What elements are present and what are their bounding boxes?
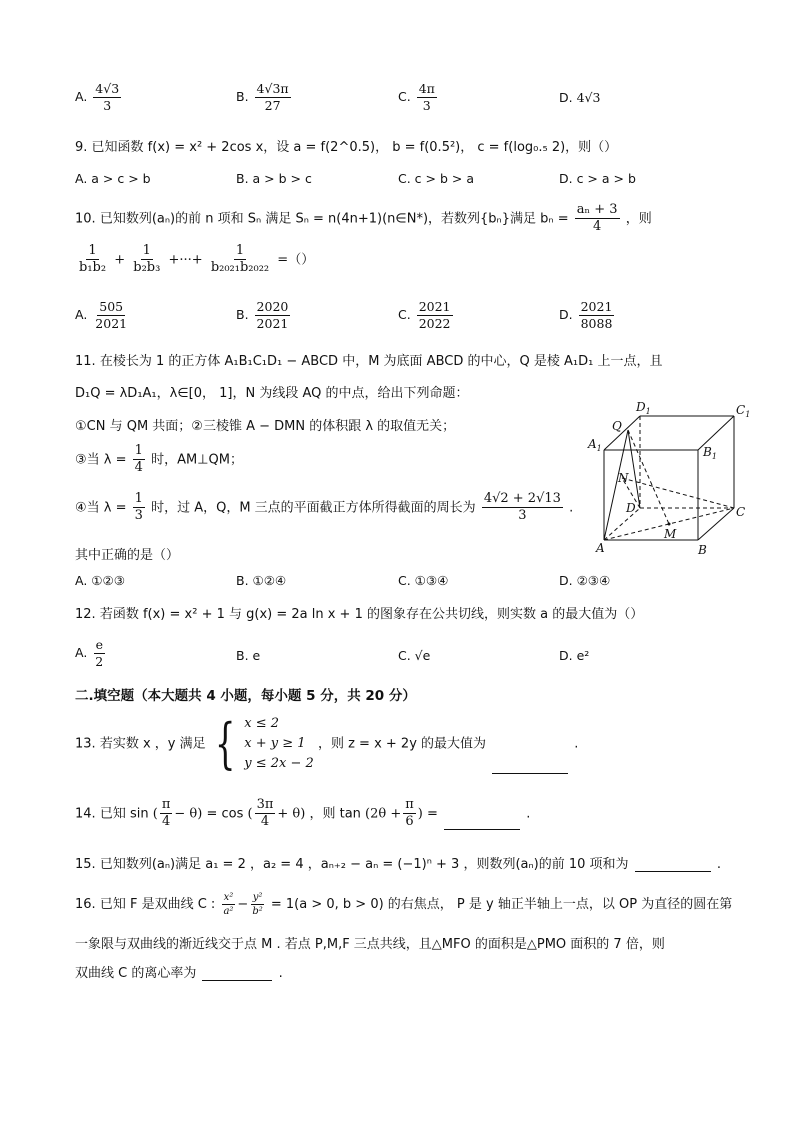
- option-label: B.: [236, 88, 249, 104]
- plus-sign: +: [114, 252, 126, 268]
- period: .: [569, 500, 574, 516]
- frac-den: 4: [260, 814, 270, 830]
- point-m: [668, 523, 671, 526]
- question-text: ，则 tan: [309, 806, 361, 822]
- segment-cn: [622, 478, 734, 508]
- question-text: 若函数 f(x) = x² + 1 与 g(x) = 2a ln x + 1 的图象存在公共切线，则实数 a 的最大值为（）: [99, 607, 644, 622]
- period: .: [526, 806, 531, 822]
- frac-den: 3: [518, 508, 527, 524]
- q16-line3: [75, 962, 283, 981]
- q11-text: 时，过 A，Q，M 三点的平面截正方体所得截面的周长为: [151, 500, 476, 516]
- question-number: 9.: [75, 140, 88, 155]
- option-value: 4√3: [576, 90, 601, 105]
- q9-option-a: A. a > c > b: [75, 171, 151, 186]
- section-heading: 二.填空题（本大题共 4 小题，每小题 5 分，共 20 分）: [75, 688, 416, 704]
- segment-qd: [628, 430, 640, 508]
- q9-option-b: B. a > b > c: [236, 171, 312, 186]
- answer-blank[interactable]: [635, 871, 711, 872]
- q11-option-b: B. ①②④: [236, 573, 287, 588]
- ellipsis: +···+: [168, 252, 203, 268]
- q10-option-a: A. $\frac{505}{2021}$: [75, 299, 128, 331]
- question-text: 已知函数 f(x) = x² + 2cos x，设 a = f(2^0.5)， b = f(0.5²)， c = f(log₀.₅ 2)，则（）: [91, 140, 618, 155]
- label-d1: $D_1$: [636, 400, 651, 416]
- frac-den: 4: [134, 460, 143, 476]
- frac-num: 2021: [580, 299, 613, 314]
- question-number: 16.: [75, 897, 96, 912]
- period: .: [716, 857, 721, 872]
- label-m: M: [664, 527, 677, 541]
- question-number: 13.: [75, 736, 96, 752]
- q11-option-c: C. ①③④: [398, 573, 449, 588]
- frac-den: 2: [95, 653, 104, 669]
- label-c: C: [736, 505, 746, 519]
- question-number: 14.: [75, 806, 96, 822]
- frac-num: aₙ + 3: [575, 203, 620, 219]
- q12-option-a: [75, 638, 107, 669]
- frac-den: 27: [264, 97, 281, 113]
- q16-line1: [75, 892, 732, 917]
- q12-option-b: B. e: [236, 648, 261, 663]
- q13-stem: [75, 714, 578, 774]
- frac-num: e: [95, 637, 103, 652]
- frac-den: 3: [422, 97, 431, 113]
- q12-option-d: D. e²: [559, 648, 590, 663]
- q11-option-a: A. ①②③: [75, 573, 125, 588]
- frac-num: 1: [133, 444, 145, 460]
- equals-paren: =（）: [277, 252, 315, 268]
- q11-line5: [75, 492, 573, 524]
- frac-den: b²: [252, 906, 263, 917]
- label-d: D: [626, 501, 636, 515]
- q8-option-d: [559, 90, 600, 105]
- label-b: B: [698, 543, 707, 557]
- q11-option-d: D. ②③④: [559, 573, 611, 588]
- brace-symbol: {: [214, 712, 236, 775]
- expr-pre: 2θ +: [370, 806, 402, 822]
- frac-den: b₁b₂: [79, 260, 107, 276]
- frac-num: 1: [141, 244, 153, 260]
- q11-line1: [75, 350, 662, 369]
- q11-line6: 其中正确的是（）: [75, 548, 180, 563]
- q11-text: 时，AM⊥QM；: [151, 452, 243, 468]
- period: .: [278, 966, 283, 981]
- label-b1: $B_1$: [703, 445, 717, 461]
- question-text: 已知数列(aₙ)满足 a₁ = 2 ，a₂ = 4 ，aₙ₊₂ − aₙ = (−1)ⁿ + 3 ，则数列(aₙ)的前 10 项和为: [99, 857, 629, 872]
- frac-num: 1: [86, 244, 98, 260]
- frac-den: a²: [223, 906, 234, 917]
- question-text: 在棱长为 1 的正方体 A₁B₁C₁D₁ − ABCD 中，M 为底面 ABCD 的中心，Q 是棱 A₁D₁ 上一点，且: [99, 354, 663, 369]
- q8-option-b: [236, 82, 293, 113]
- period: .: [574, 736, 579, 752]
- q15-stem: [75, 853, 721, 872]
- q8-option-a: [75, 82, 123, 113]
- frac-num: π: [403, 798, 416, 814]
- q11-text: ③当 λ =: [75, 452, 127, 468]
- frac-den: 3: [103, 97, 112, 113]
- q14-stem: 14. 已知 sin ( $\frac{\pi}{4}$ − θ) = cos ( $\frac{3\pi}{4}$ + θ) ，则 tan (2θ + $\frac{\pi}{6}$ ) = .: [75, 797, 531, 830]
- q10-option-d: D. $\frac{2021}{8088}$: [559, 299, 613, 331]
- frac-num: y²: [252, 892, 263, 903]
- frac-num: 1: [234, 244, 246, 260]
- answer-blank[interactable]: [444, 829, 520, 830]
- q11-line2: D₁Q = λD₁A₁，λ∈[0， 1]，N 为线段 AQ 的中点，给出下列命题：: [75, 386, 469, 401]
- constraint: x ≤ 2: [244, 716, 280, 731]
- expr-rest: − θ: [174, 806, 198, 822]
- frac-den: b₂₀₂₁b₂₀₂₂: [210, 260, 270, 276]
- q11-text: ④当 λ =: [75, 500, 127, 516]
- q10-stem: [75, 203, 652, 235]
- frac-num: 2021: [418, 299, 451, 314]
- frac-num: 1: [133, 492, 145, 508]
- question-number: 12.: [75, 607, 96, 622]
- q9-stem: [75, 136, 617, 155]
- equals: =: [427, 806, 438, 822]
- q8-option-c: [398, 82, 439, 113]
- answer-blank[interactable]: [202, 980, 272, 981]
- expr-rest: + θ: [277, 806, 301, 822]
- cube-figure: [588, 400, 764, 560]
- frac-den: 3: [134, 508, 143, 524]
- label-a: A: [596, 541, 605, 555]
- frac-num: π: [160, 798, 173, 814]
- q12-option-c: C. √e: [398, 648, 431, 663]
- frac-den: 6: [405, 814, 414, 830]
- question-number: 10.: [75, 211, 96, 227]
- q10-option-b: B. $\frac{2020}{2021}$: [236, 299, 289, 331]
- frac-num: 4π: [418, 81, 435, 96]
- frac-num: x²: [223, 892, 234, 903]
- minus-sign: −: [237, 897, 249, 912]
- q11-line4: [75, 444, 243, 476]
- frac-num: 4√3π: [256, 81, 289, 96]
- option-label: A.: [75, 88, 88, 104]
- question-text: 已知 sin: [99, 806, 149, 822]
- frac-num: 2020: [256, 299, 289, 314]
- q12-stem: [75, 603, 643, 622]
- frac-den: 8088: [580, 315, 613, 331]
- constraint: x + y ≥ 1: [244, 736, 306, 751]
- question-number: 11.: [75, 354, 96, 369]
- frac-den: 2021: [256, 315, 289, 331]
- question-text: ，则 z = x + 2y 的最大值为: [317, 736, 487, 752]
- frac-den: 2022: [418, 315, 451, 331]
- question-number: 15.: [75, 857, 96, 872]
- q9-option-c: C. c > b > a: [398, 171, 474, 186]
- label-n: N: [618, 471, 629, 485]
- q16-line2: 一象限与双曲线的渐近线交于点 M . 若点 P,M,F 三点共线，且△MFO 的面积是△PMO 面积的 7 倍，则: [75, 937, 665, 952]
- label-c1: $C_1$: [736, 403, 751, 419]
- label-q: Q: [612, 419, 622, 433]
- q10-sum-expression: [75, 244, 314, 276]
- frac-num: 3π: [255, 798, 276, 814]
- question-text: = 1(a > 0, b > 0) 的右焦点， P 是 y 轴正半轴上一点，以 OP 为直径的圆在第: [270, 897, 733, 912]
- answer-blank[interactable]: [492, 773, 568, 774]
- question-text: = cos: [206, 806, 244, 822]
- option-label: C.: [398, 88, 411, 104]
- constraint: y ≤ 2x − 2: [244, 756, 314, 771]
- label-a1: $A_1$: [588, 437, 602, 453]
- question-text: 已知 F 是双曲线 C :: [99, 897, 216, 912]
- q11-line3: ①CN 与 QM 共面；②三棱锥 A − DMN 的体积跟 λ 的取值无关；: [75, 419, 456, 434]
- frac-num: 4√3: [95, 81, 120, 96]
- frac-num: 4√2 + 2√13: [482, 492, 563, 508]
- question-text: 已知数列(aₙ)的前 n 项和 Sₙ 满足 Sₙ = n(4n+1)(n∈N*)，若数列{bₙ}满足 bₙ =: [99, 211, 569, 227]
- option-label: A.: [75, 644, 88, 660]
- constraint-system: [244, 714, 314, 774]
- frac-den: 2021: [95, 315, 128, 331]
- frac-num: 505: [99, 299, 124, 314]
- q9-option-d: D. c > a > b: [559, 171, 636, 186]
- question-text-tail: ，则: [625, 211, 652, 227]
- question-text: 双曲线 C 的离心率为: [75, 966, 197, 981]
- frac-den: b₂b₃: [133, 260, 161, 276]
- frac-den: 4: [593, 219, 602, 235]
- question-text: 若实数 x ，y 满足: [99, 736, 206, 752]
- q10-option-c: C. $\frac{2021}{2022}$: [398, 299, 451, 331]
- option-label: D.: [559, 90, 573, 105]
- frac-den: 4: [161, 814, 171, 830]
